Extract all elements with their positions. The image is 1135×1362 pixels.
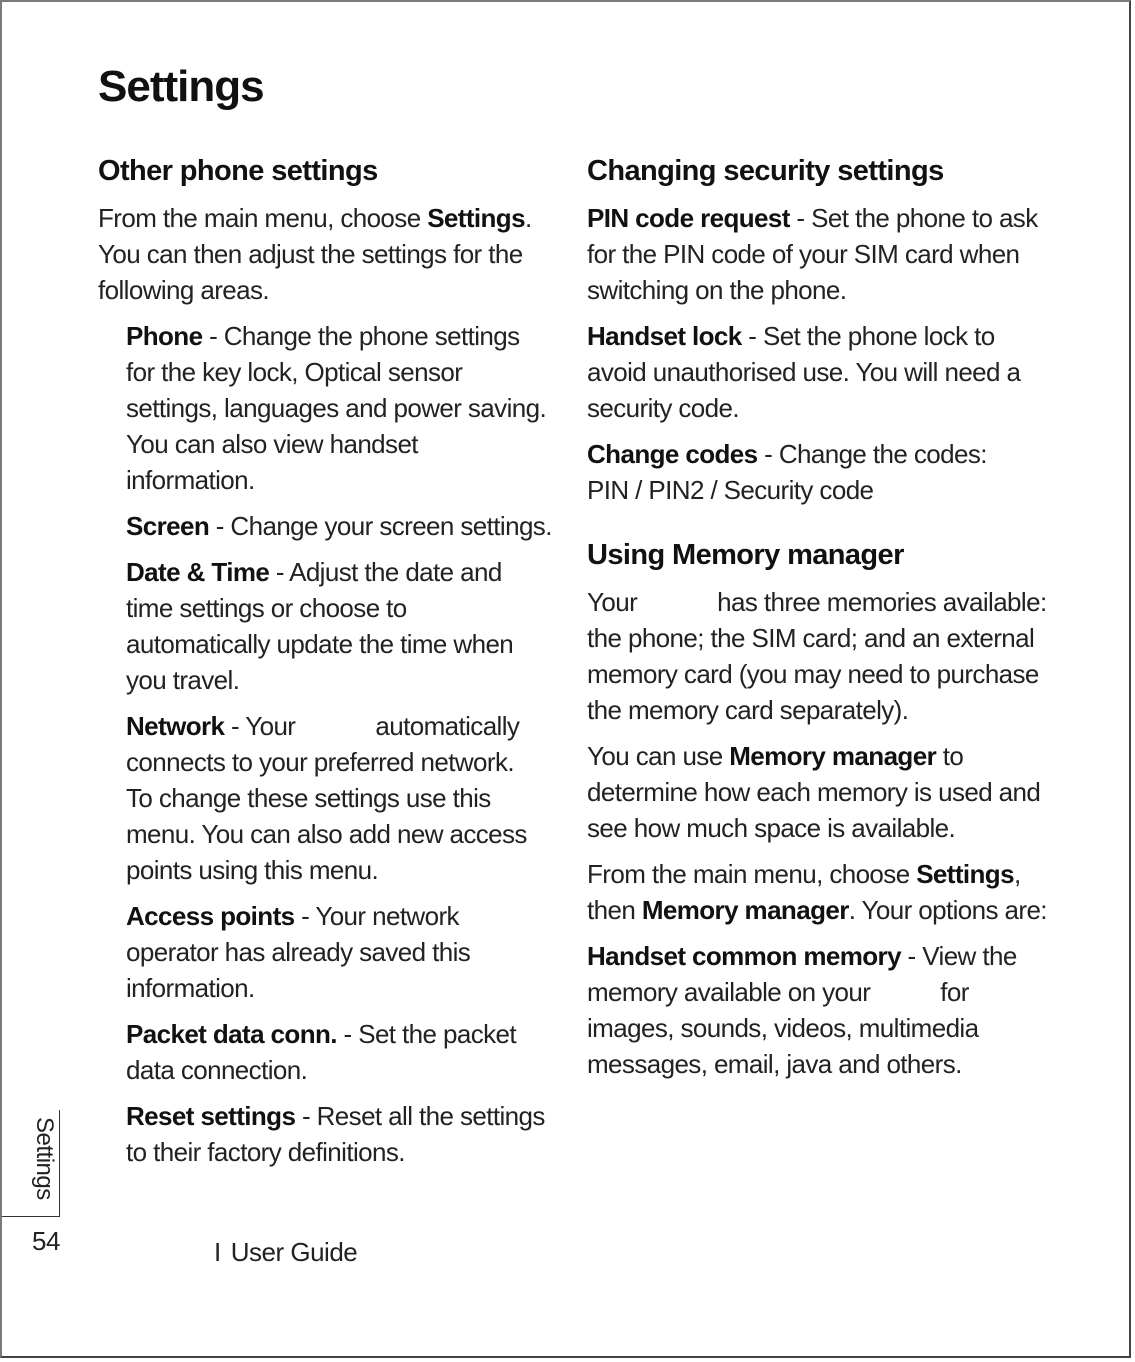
memory-paragraph-2 (587, 738, 1057, 846)
security-item-pin-request (587, 200, 1057, 308)
intro-text: From the main menu, choose (98, 203, 428, 233)
memory-text-cont: to determine how each memory is used and see how much space is available. (587, 741, 1041, 843)
setting-term: Reset settings (126, 1101, 296, 1131)
section-heading-memory-manager: Using Memory manager (587, 539, 904, 571)
setting-item-access-points (126, 898, 553, 1006)
setting-term: Packet data conn. (126, 1019, 337, 1049)
memory-paragraph-1 (587, 584, 1057, 728)
setting-term: Date & Time (126, 557, 270, 587)
setting-item-date-time (126, 554, 553, 698)
footer (214, 1237, 357, 1268)
memory-paragraph-3 (587, 856, 1057, 928)
side-divider (59, 1110, 60, 1217)
left-column (98, 152, 553, 1180)
setting-item-packet-data (126, 1016, 553, 1088)
security-description: - Change the codes: (757, 439, 987, 469)
setting-description: - Reset all the settings to their factory definitions. (126, 1101, 545, 1167)
setting-item-reset (126, 1098, 553, 1170)
footer-guide-label: User Guide (230, 1237, 358, 1267)
setting-item-phone (126, 318, 553, 498)
memory-text-then: , then (587, 859, 1021, 925)
page-number: 54 (32, 1226, 60, 1256)
setting-description: - Adjust the date and time settings or choose to automatically update the time when you travel. (126, 557, 514, 695)
setting-item-network (126, 708, 553, 888)
security-term: Handset lock (587, 321, 742, 351)
setting-term: Screen (126, 511, 210, 541)
setting-description: - Your network operator has already saved this information. (126, 901, 471, 1003)
memory-item-description: - View the memory available on your (587, 941, 1017, 1007)
setting-item-screen (126, 508, 553, 544)
footer-divider (2, 1216, 60, 1217)
security-term: PIN code request (587, 203, 790, 233)
section-heading-other-phone-settings: Other phone settings (98, 155, 378, 187)
intro-text-2: You can then adjust the settings for the following areas. (98, 239, 523, 305)
memory-item-term: Handset common memory (587, 941, 901, 971)
page-title: Settings (98, 62, 264, 111)
security-item-change-codes (587, 436, 1057, 508)
security-description: - Set the phone to ask for the PIN code of your SIM card when switching on the phone. (587, 203, 1038, 305)
setting-description: - Set the packet data connection. (126, 1019, 517, 1085)
setting-term: Phone (126, 321, 203, 351)
intro-settings-term: Settings (427, 203, 525, 233)
memory-text: You can use (587, 741, 730, 771)
setting-description: - Your (224, 711, 296, 741)
section-heading-security: Changing security settings (587, 155, 944, 187)
memory-text-cont: has three memories available: the phone; the SIM card; and an external memory card (you may need to purchase the memory card separately). (587, 587, 1047, 725)
security-codes-list: PIN / PIN2 / Security code (587, 475, 874, 505)
settings-list (98, 318, 553, 1170)
setting-description: - Change your screen settings. (209, 511, 552, 541)
security-item-handset-lock (587, 318, 1057, 426)
memory-manager-term: Memory manager (641, 895, 849, 925)
setting-description-extra: To change these settings use this menu. You can also add new access points using this menu. (126, 783, 527, 885)
memory-manager-term: Memory manager (729, 741, 937, 771)
right-column (587, 152, 1057, 1092)
setting-term: Access points (126, 901, 295, 931)
security-term: Change codes (587, 439, 758, 469)
intro-period: . (524, 203, 532, 233)
intro-paragraph (98, 200, 553, 308)
memory-text: Your (587, 587, 638, 617)
memory-item-handset-common (587, 938, 1057, 1082)
memory-item-description-cont: for images, sounds, videos, multimedia messages, email, java and others. (587, 977, 979, 1079)
memory-text: From the main menu, choose (587, 859, 917, 889)
security-description: - Set the phone lock to avoid unauthorised use. You will need a security code. (587, 321, 1021, 423)
footer-separator: I (214, 1237, 221, 1267)
setting-description-cont: automatically connects to your preferred network. (126, 711, 520, 777)
side-tab-label: Settings (31, 1117, 58, 1200)
setting-term: Network (126, 711, 225, 741)
setting-description: - Change the phone settings for the key lock, Optical sensor settings, languages and power saving. You can also view handset information. (126, 321, 547, 495)
settings-term: Settings (916, 859, 1014, 889)
memory-text-options: . Your options are: (848, 895, 1047, 925)
